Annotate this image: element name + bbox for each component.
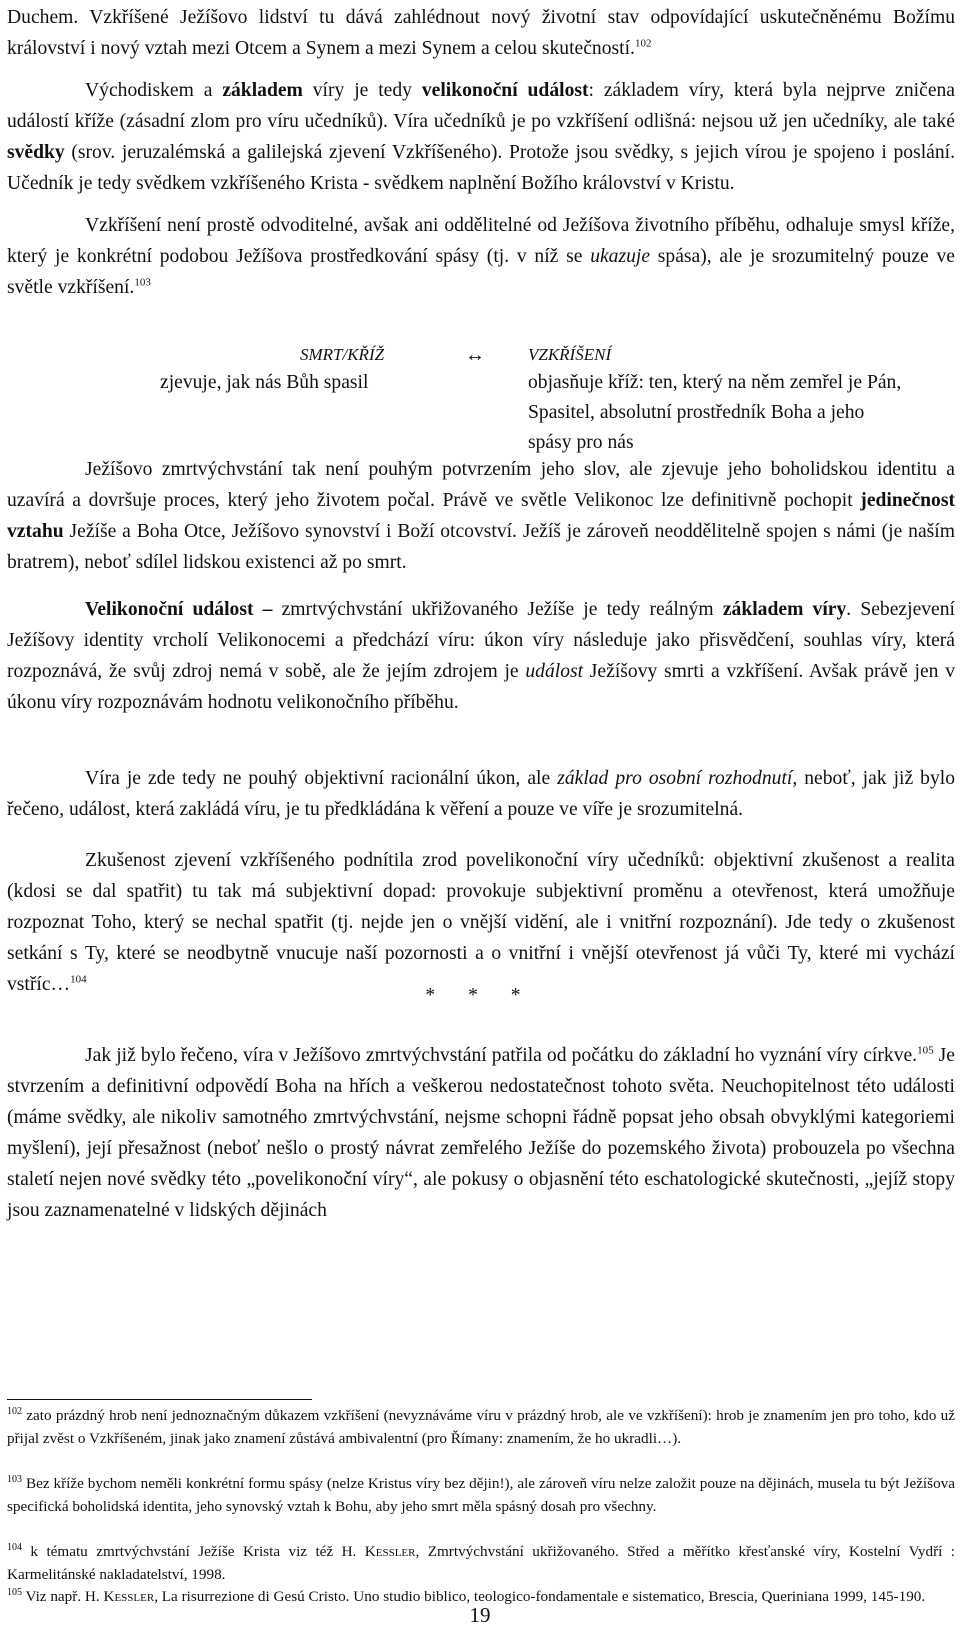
paragraph [7,210,955,303]
text-run: spása), ale je srozumitelný pouze ve světle vzkříšení. [7,246,955,298]
text-run: Východiskem a [85,80,223,101]
text-run: , La risurrezione di Gesú Cristo. Uno studio biblico, teologico-fondamentale e sistematico, Brescia, Queriniana 1999, 145-190. [154,1588,926,1605]
text-run: víry je tedy [302,80,422,101]
text-run: Ježíše a Boha Otce, Ježíšovo synovství i Boží otcovství. Ježíš je zároveň neoddělitelně spojen s námi (je naším bratrem), neboť sdílel lidskou existenci až po smrt. [7,521,955,573]
text-run: Ježíšovo zmrtvýchvstání tak není pouhým potvrzením jeho slov, ale zjevuje jeho boholidskou identitu a uzavírá a dovršuje proces, který jeho životem počal. Právě ve světle Velikonoc lze definitivně pochopit [7,459,955,511]
paragraph [7,2,955,64]
paragraph [7,594,955,718]
text-run: Velikonoční událost – [85,599,273,620]
footnote-ref: 104 [7,1541,22,1553]
text-run: : základem víry, která byla nejprve zničena událostí kříže (zásadní zlom pro víru učedníků). Víra učedníků je po vzkříšení odlišná: nejsou už jen učedníky, ale také [7,80,956,132]
paragraph [7,845,955,1000]
text-run: , Zmrtvýchvstání ukřižovaného. Střed a měřítko křesťanské víry, Kostelní Vydří : Karmelitánské nakladatelství, 1998. [7,1543,955,1583]
footnote-ref: 103 [134,276,151,289]
text-run: zato prázdný hrob není jednoznačným důkazem vzkříšení (nevyznáváme víru v prázdný hrob, ale ve vzkříšení): hrob je znamením jen pro toho, kdo už přijal zvěst o Vzkříšeném, jinak jako znamení zůstává ambivalentní (pro Římany: znamením, že ho ukradli…). [7,1407,955,1447]
text-run: Je stvrzením a definitivní odpovědí Boha na hřích a veškerou nedostatečnost tohoto světa. Neuchopitelnost této události (máme svědky, ale nikoliv samotného zmrtvýchvstání, nejsme schopni řádně popsat jeho obsah obvyklými kategoriemi myšlení), její přesažnost (neboť nešlo o prostý návrat zemřelého Ježíše do pozemského života) probouzela po všechna staletí nejen nové svědky této „povelikonoční víry“, ale pokusy o objasnění této eschatologické skutečnosti, „jejíž stopy jsou zaznamenatelné v lidských dějinách [7,1045,955,1221]
text-run: , neboť, jak již bylo řečeno, událost, která zakládá víru, je tu předkládána k věření a pouze ve víře je srozumitelná. [7,768,956,820]
text-run: ukazuje [590,246,651,267]
text-run: jedinečnost vztahu [7,490,955,542]
table-right-text: objasňuje kříž: ten, který na něm zemřel je Pán, Spasitel, absolutní prostředník Boha a jeho spásy pro nás [528,372,902,453]
text-run: (srov. jeruzalémská a galilejská zjevení Vzkříšeného). Protože jsou svědky, s jejich vírou je spojeno i poslání. Učedník je tedy svědkem vzkříšeného Krista - svědkem naplnění Božího království v Kristu. [7,142,955,194]
page-number: 19 [469,1603,491,1627]
text-run: událost [525,661,584,682]
text-run: Duchem. Vzkříšené Ježíšovo lidství tu dává zahlédnout nový životní stav odpovídající uskutečněnému Božímu království i nový vztah mezi Otcem a Synem a mezi Synem a celou skutečností. [7,7,955,59]
footnote-ref: 104 [70,973,87,986]
paragraph [7,763,955,825]
table-left-text: zjevuje, jak nás Bůh spasil [160,372,369,393]
paragraph [7,1040,955,1226]
text-run: Viz např. H. [22,1588,104,1605]
footnote-ref: 102 [634,37,652,50]
text-run: Kessler [103,1588,155,1605]
text-run: základ pro osobní rozhodnutí [557,768,793,789]
footnote [7,1540,955,1586]
text-run: Zkušenost zjevení vzkříšeného podnítila zrod povelikonoční víry učedníků: objektivní zkušenost a realita (kdosi se dal spatřit) tu tak má subjektivní dopad: provokuje subjektivní proměnu a otevřenost, která umožňuje rozpoznat Toho, který se nechal spatřit (tj. nejde jen o vnější vidění, ale i vnitřní rozpoznání). Jde tedy o zkušenost setkání s Ty, které se neodbytně vnucuje naší pozornosti a o vnitřní i vnější otevřenost já vůči Ty, které mi vychází vstříc… [7,850,955,995]
double-arrow-icon: ↔ [465,344,485,366]
footnote-ref: 102 [7,1405,22,1417]
text-run: Bez kříže bychom neměli konkrétní formu spásy (nelze Kristus víry bez dějin!), ale zároveň víru nelze založit pouze na dějinách, musela tu být Ježíšova specifická boholidská identita, jeho synovský vztah k Bohu, aby jeho smrt měla spásný dosah pro všechny. [7,1475,955,1515]
footnote [7,1404,955,1450]
footnote-divider [7,1399,312,1400]
footnote-ref: 105 [7,1586,22,1598]
text-run: velikonoční událost [421,80,589,101]
text-run: základem víry [722,599,847,620]
footnote-ref: 105 [917,1044,934,1057]
text-run: základem [222,80,303,101]
paragraph [7,75,955,199]
text-run: svědky [7,142,65,163]
footnote-ref: 103 [7,1473,22,1485]
text-run: Ježíšovy smrti a vzkříšení. Avšak právě jen v úkonu víry rozpoznávám hodnotu velikonočního příběhu. [7,661,955,713]
text-run: Vzkříšení není prostě odvoditelné, avšak ani oddělitelné od Ježíšova životního příběhu, odhaluje smysl kříže, který je konkrétní podobou Ježíšova prostředkování spásy (tj. v níž se [7,215,955,267]
paragraph [7,454,955,578]
text-run: Víra je zde tedy ne pouhý objektivní racionální úkon, ale [85,768,558,789]
footnote [7,1472,955,1518]
text-run: Kessler [364,1543,416,1560]
text-run: Jak již bylo řečeno, víra v Ježíšovo zmrtvýchvstání patřila od počátku do základní ho vyznání víry církve. [85,1045,918,1066]
table-right-heading: VZKŘÍŠENÍ [528,345,612,364]
text-run: k tématu zmrtvýchvstání Ježíše Krista viz též H. [22,1543,365,1560]
section-separator: * * * [425,985,535,1006]
text-run: . Sebezjevení Ježíšovy identity vrcholí Velikonocemi a předchází víru: úkon víry následuje jako přisvědčení, souhlas víry, která rozpoznává, že svůj zdroj nemá v sobě, ale že jejím zdrojem je [7,599,955,682]
table-left-heading: SMRT/KŘÍŽ [300,345,385,364]
cross-resurrection-table [0,340,960,453]
text-run: zmrtvýchvstání ukřižovaného Ježíše je tedy reálným [272,599,723,620]
